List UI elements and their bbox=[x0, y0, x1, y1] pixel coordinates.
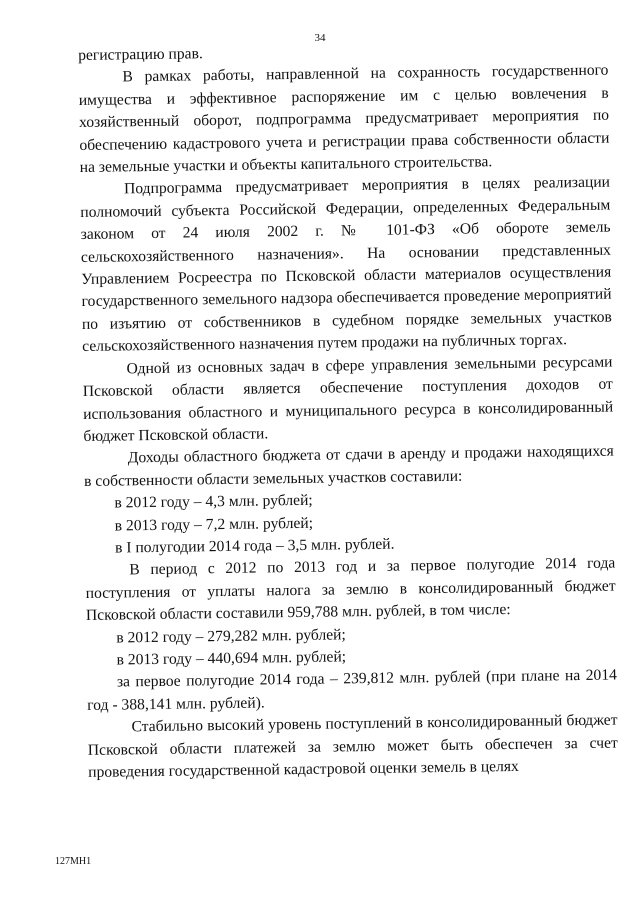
body-text bbox=[78, 38, 618, 785]
list-item-2013-income: в 2013 году – 7,2 млн. рублей; bbox=[114, 514, 314, 535]
paragraph-continuation: регистрацию прав. bbox=[78, 45, 203, 64]
paragraph-main-task: Одной из основных задач в сфере управления земельными ресурсами Псковской области является обеспечение поступления доходов от использования областного и муниципального ресурса в консолидированный бюджет Псковской области. bbox=[82, 353, 614, 445]
paragraph-land-tax: В период с 2012 по 2013 год и за первое полугодие 2014 года поступления от уплаты налога за землю в консолидированный бюджет Псковской области составили 959,788 млн. рублей, в том числе: bbox=[85, 554, 616, 625]
paragraph-budget-income: Доходы областного бюджета от сдачи в аренду и продажи находящихся в собственности области земельных участков составили: bbox=[83, 442, 614, 490]
page-number: 34 bbox=[314, 32, 326, 44]
list-item-2012-tax: в 2012 году – 279,282 млн. рублей; bbox=[116, 625, 346, 647]
list-item-2013-tax: в 2013 году – 440,694 млн. рублей; bbox=[116, 648, 347, 669]
paragraph-subprogram-measures: Подпрограмма предусматривает мероприятия в целях реализации полномочий субъекта Российской Федерации, определенных Федеральным законом от 24 июля 2002 г. № 101-ФЗ «Об обороте земель сельскохозяйственного назначения». На основании представленных Управлением Росреестра по Псковской области материалов осуществления государственного земельного надзора обеспечивается проведение мероприятий по изъятию от собственников в судебном порядке земельных участков сельскохозяйственного назначения путем продажи на публичных торгах. bbox=[80, 174, 612, 356]
list-item-2014-h1-tax: за первое полугодие 2014 года – 239,812 млн. рублей (при плане на 2014 год - 388,141 млн. рублей). bbox=[87, 666, 617, 714]
list-item-2014-h1-income: в I полугодии 2014 года – 3,5 млн. рублей. bbox=[114, 535, 395, 557]
list-item-2012-income: в 2012 году – 4,3 млн. рублей; bbox=[114, 491, 313, 512]
paragraph-cadastral-valuation: Стабильно высокий уровень поступлений в консолидированный бюджет Псковской области платежей за землю может быть обеспечен за счет проведения государственной кадастровой оценки земель в целях bbox=[87, 711, 618, 781]
paragraph-property-management: В рамках работы, направленной на сохранность государственного имущества и эффективное распоряжение им с целью вовлечения в хозяйственный оборот, подпрограмма предусматривает мероприятия по обеспечению кадастрового учета и регистрации права собственности области на земельные участки и объекты капитального строительства. bbox=[78, 62, 610, 177]
footer-document-code: 127МН1 bbox=[55, 856, 92, 867]
